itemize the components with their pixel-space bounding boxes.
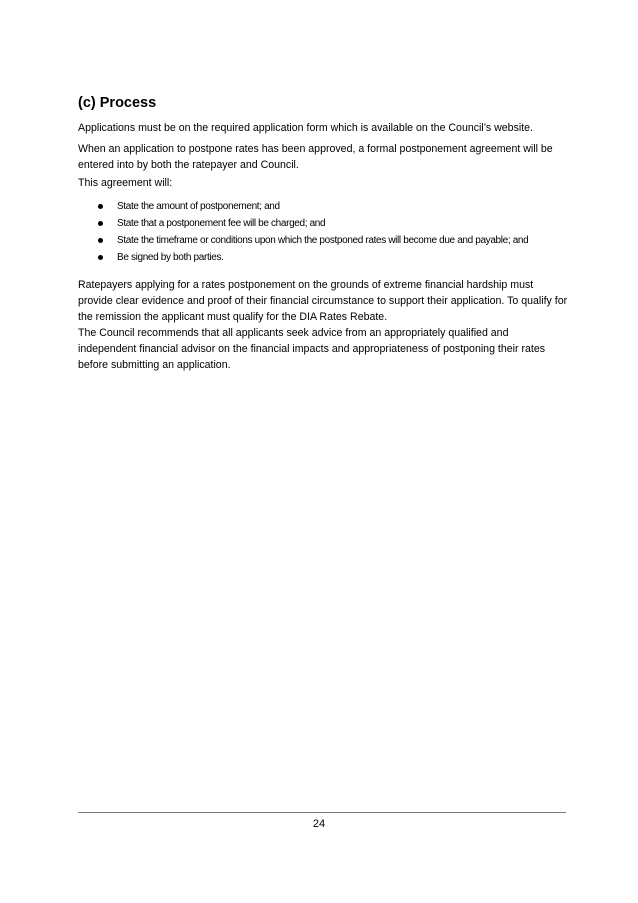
list-item — [78, 198, 568, 215]
list-item — [78, 249, 568, 266]
paragraph-financial-advice: The Council recommends that all applicants seek advice from an appropriately qualified and independent financial advisor on the financial impacts and appropriateness of postponing their rates before submitting an application. — [78, 327, 546, 371]
list-item-text: Be signed by both parties. — [117, 252, 224, 263]
paragraph-agreement-will: This agreement will: — [78, 177, 173, 189]
footer-divider — [78, 812, 566, 813]
paragraph-postponement-agreement: When an application to postpone rates has been approved, a formal postponement agreement will be entered into by both the ratepayer and Council. — [78, 143, 553, 171]
agreement-terms-list — [78, 198, 568, 266]
list-item-text: State the amount of postponement; and — [117, 201, 280, 212]
bullet-icon — [98, 238, 103, 243]
bullet-icon — [98, 255, 103, 260]
paragraph-application-form: Applications must be on the required application form which is available on the Council’s website. — [78, 122, 533, 134]
bullet-icon — [98, 221, 103, 226]
list-item-text: State that a postponement fee will be charged; and — [117, 218, 326, 229]
list-item-text: State the timeframe or conditions upon which the postponed rates will become due and payable; and — [117, 235, 529, 246]
bullet-icon — [98, 204, 103, 209]
list-item — [78, 232, 568, 249]
page-number: 24 — [312, 818, 326, 830]
paragraph-hardship-evidence: Ratepayers applying for a rates postponement on the grounds of extreme financial hardship must provide clear evidence and proof of their financial circumstance to support their application. To qualify for the remission the applicant must qualify for the DIA Rates Rebate. — [78, 279, 568, 323]
list-item — [78, 215, 568, 232]
section-heading: (c) Process — [78, 95, 157, 111]
